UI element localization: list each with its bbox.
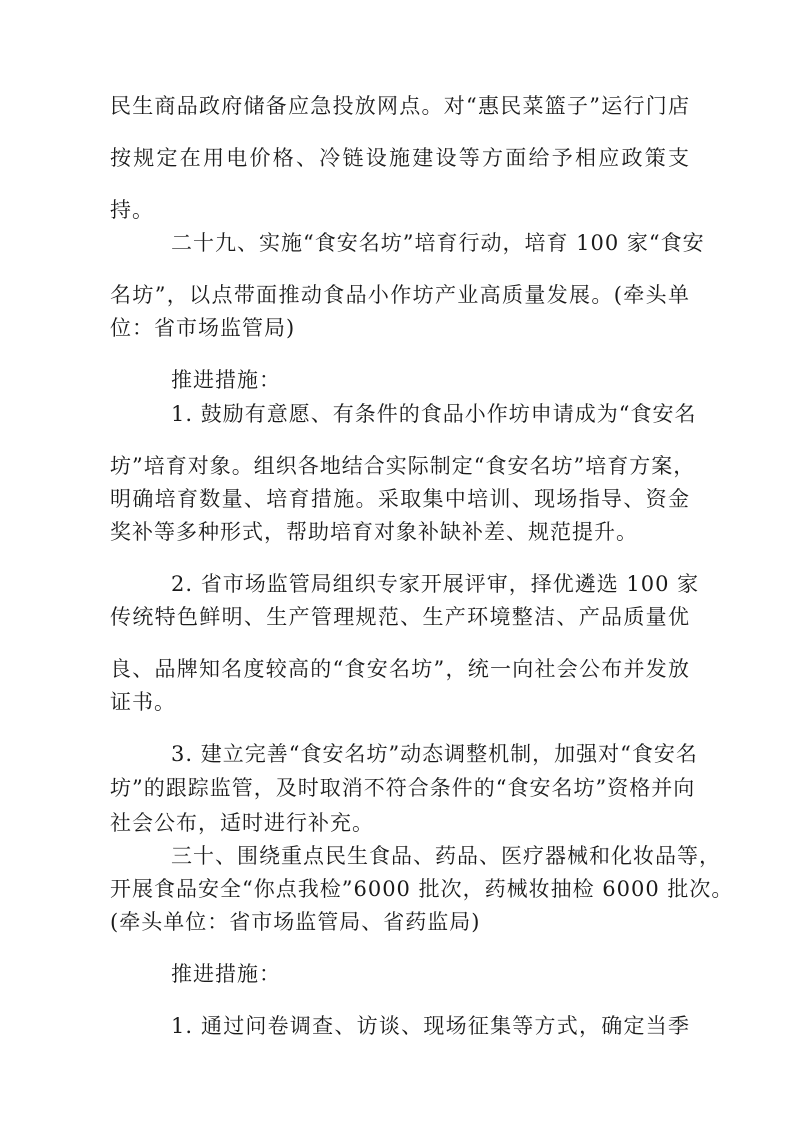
text-line: 持。 bbox=[110, 198, 154, 222]
measure-item: 1. 鼓励有意愿、有条件的食品小作坊申请成为“食安名 bbox=[171, 402, 697, 426]
text-line: 社会公布，适时进行补充。 bbox=[110, 811, 374, 835]
text-line: 坊”培育对象。组织各地结合实际制定“食安名坊”培育方案， bbox=[110, 454, 696, 478]
text-line: 良、品牌知名度较高的“食安名坊”，统一向社会公布并发放 bbox=[110, 657, 690, 681]
section-heading-29: 二十九、实施“食安名坊”培育行动，培育 100 家“食安 bbox=[171, 231, 705, 255]
measures-heading: 推进措施： bbox=[171, 962, 281, 986]
lead-unit-line: (牵头单位：省市场监管局、省药监局) bbox=[110, 910, 481, 934]
measures-heading: 推进措施： bbox=[171, 368, 281, 392]
measure-item: 1. 通过问卷调查、访谈、现场征集等方式，确定当季 bbox=[171, 1014, 690, 1038]
section-heading-30: 三十、围绕重点民生食品、药品、医疗器械和化妆品等， bbox=[171, 844, 721, 868]
text-line: 明确培育数量、培育措施。采取集中培训、现场指导、资金 bbox=[110, 487, 690, 511]
text-line: 坊”的跟踪监管，及时取消不符合条件的“食安名坊”资格并向 bbox=[110, 776, 696, 800]
text-line: 按规定在用电价格、冷链设施建设等方面给予相应政策支 bbox=[110, 146, 690, 170]
text-line: 民生商品政府储备应急投放网点。对“惠民菜篮子”运行门店 bbox=[110, 94, 690, 118]
text-line: 传统特色鲜明、生产管理规范、生产环境整洁、产品质量优 bbox=[110, 605, 690, 629]
text-line: 名坊”，以点带面推动食品小作坊产业高质量发展。(牵头单 bbox=[110, 283, 690, 307]
text-line: 奖补等多种形式，帮助培育对象补缺补差、规范提升。 bbox=[110, 520, 638, 544]
text-line: 证书。 bbox=[110, 690, 176, 714]
lead-unit-line: 位：省市场监管局) bbox=[110, 316, 296, 340]
text-line: 开展食品安全“你点我检”6000 批次，药械妆抽检 6000 批次。 bbox=[110, 877, 734, 901]
measure-item: 3. 建立完善“食安名坊”动态调整机制，加强对“食安名 bbox=[171, 742, 698, 766]
measure-item: 2. 省市场监管局组织专家开展评审，择优遴选 100 家 bbox=[171, 572, 700, 596]
